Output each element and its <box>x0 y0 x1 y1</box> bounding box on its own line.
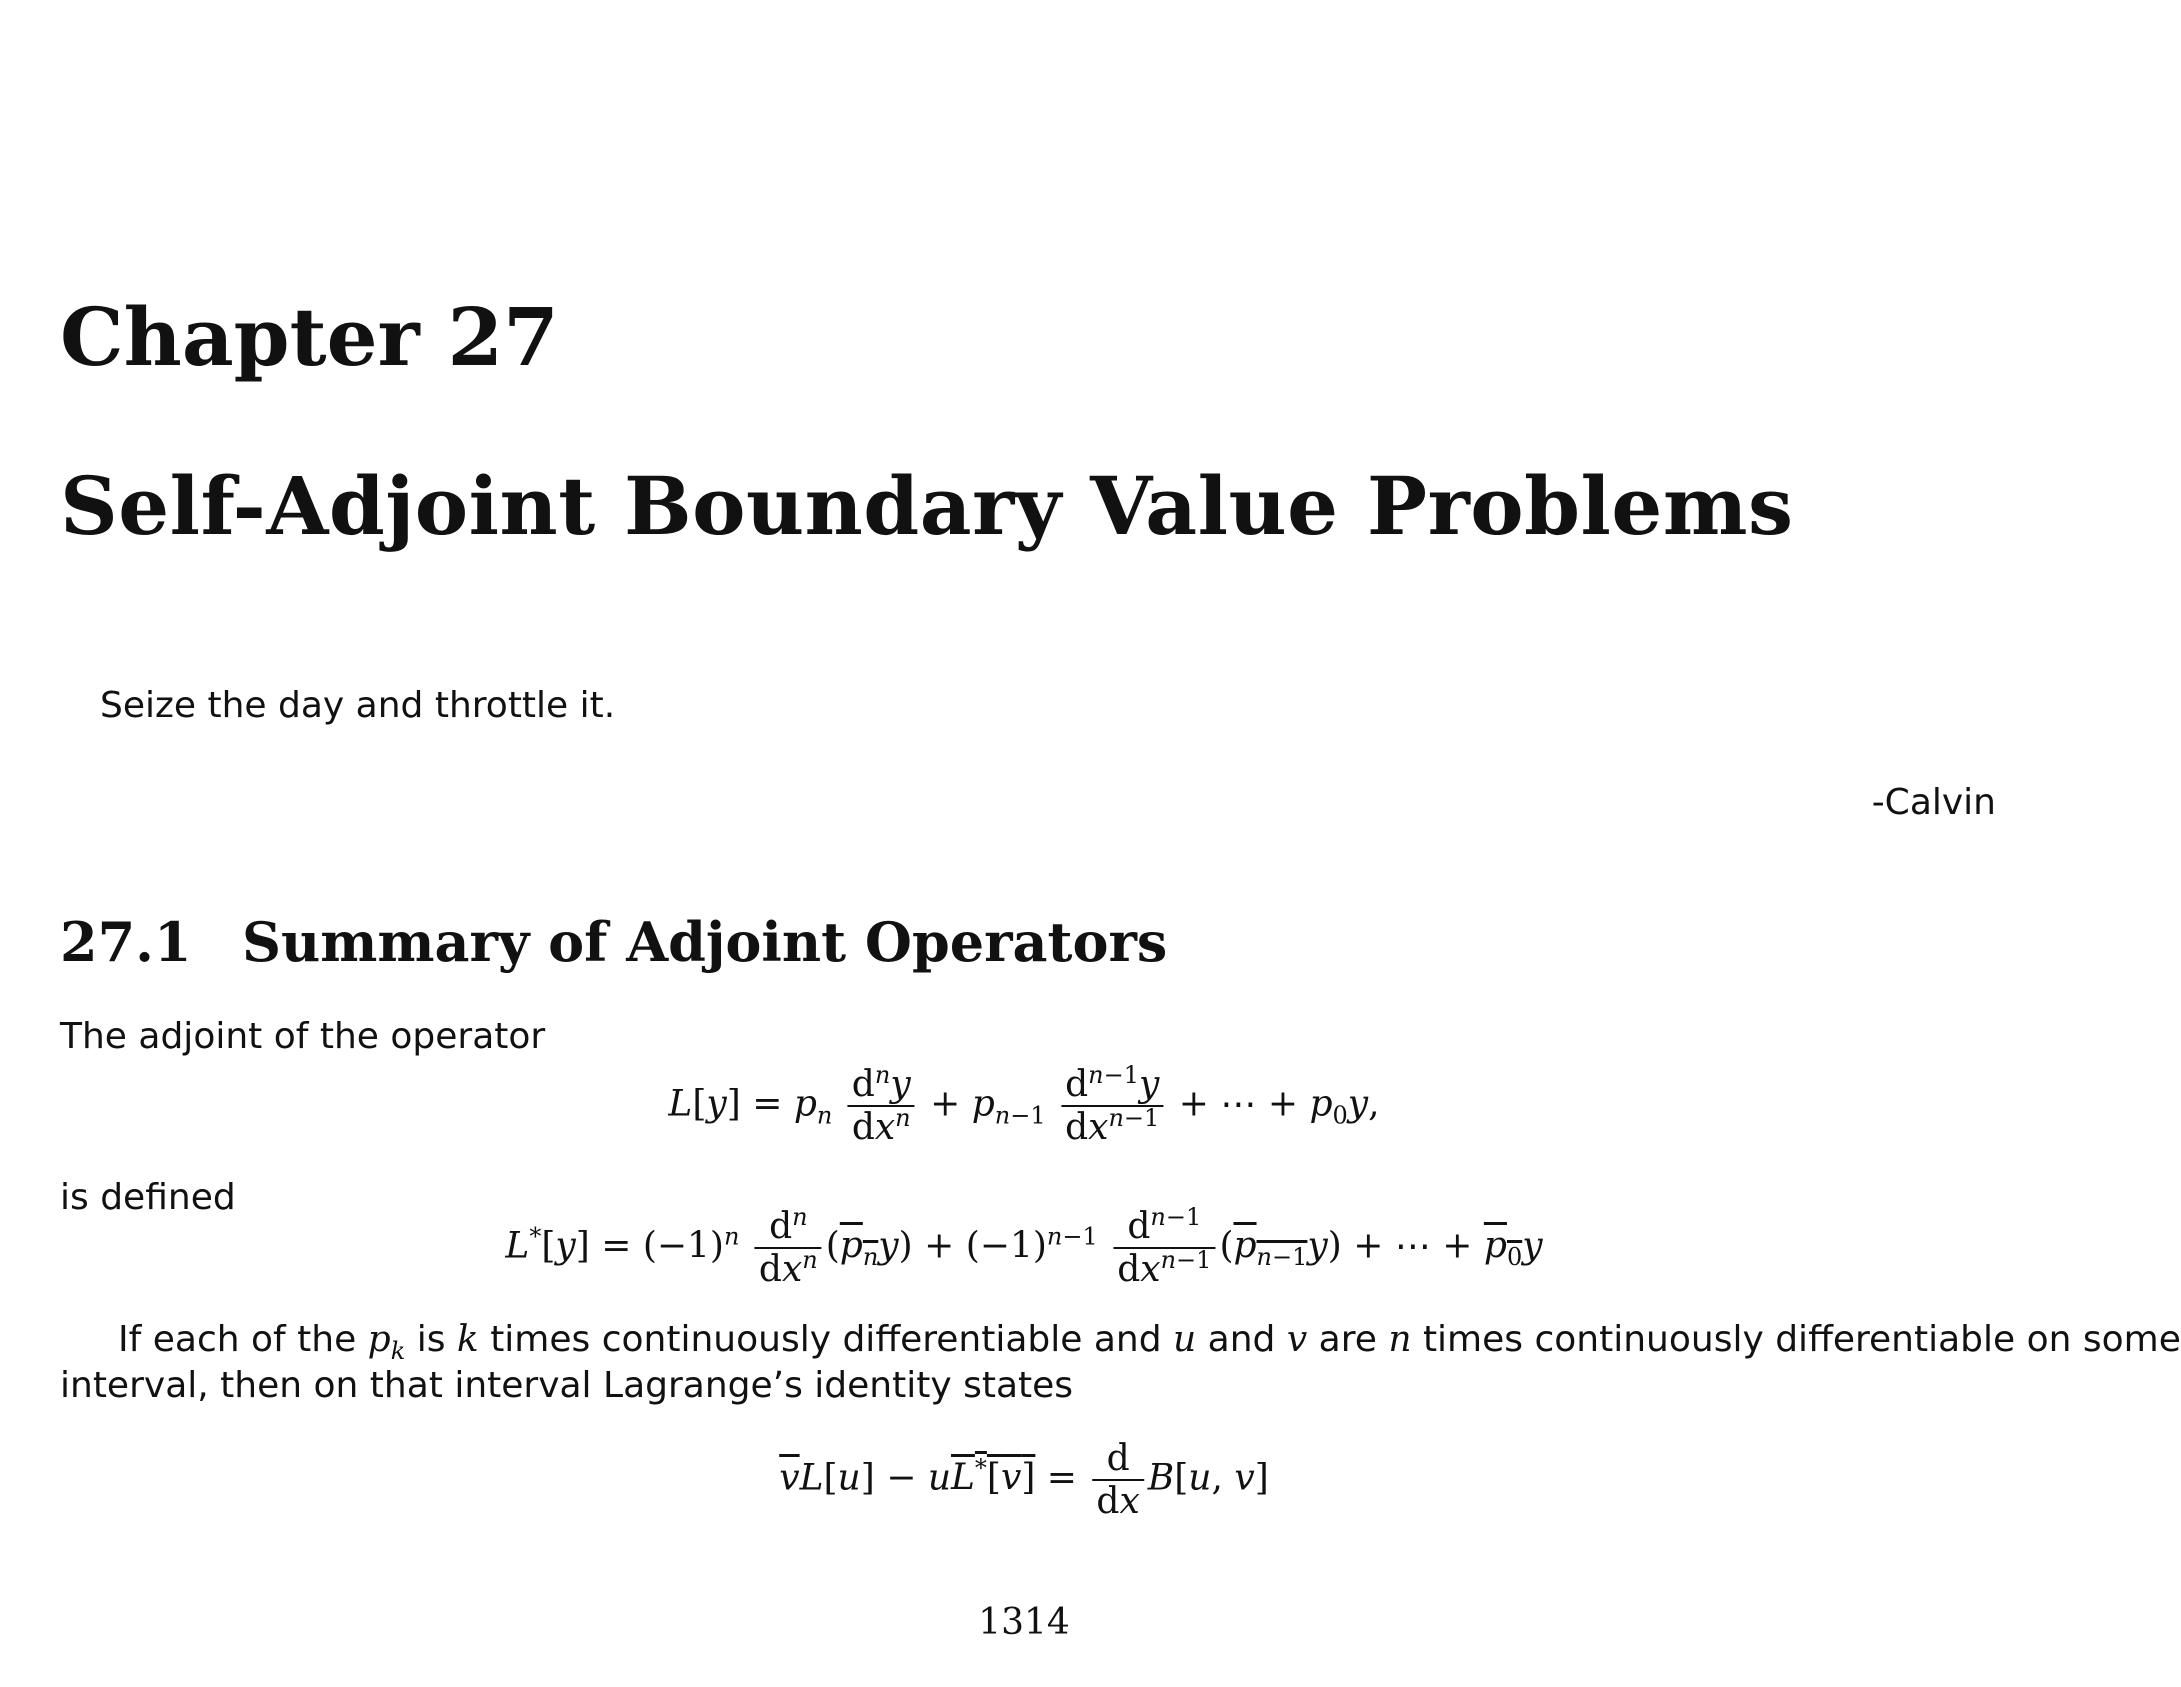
chapter-label: Chapter 27 <box>60 290 559 384</box>
epigraph-attribution: -Calvin <box>1871 782 1996 823</box>
paragraph-defined: is defined <box>60 1177 236 1218</box>
paragraph-lagrange-line2: interval, then on that interval Lagrange’s identity states <box>60 1365 1074 1406</box>
paragraph-intro: The adjoint of the operator <box>60 1016 546 1057</box>
paragraph-lagrange-line1: If each of the $p_k$ is k times continuously differentiable and u and v are n times continuously differentiable on some <box>118 1319 2181 1366</box>
chapter-title: Self-Adjoint Boundary Value Problems <box>60 459 1794 553</box>
page-number: 1314 <box>978 1602 1070 1643</box>
equation-adjoint: $L^*[y] = (-1)^n$ $\frac{d^n}{dx^n}$ $(p_ny) + (-1)^{n-1}$ $\frac{d^{n-1}}{dx^{n-1}}$ $(p_{n-1}y)$ + ⋯ + $p_0y$ <box>505 1203 1543 1291</box>
equation-lagrange-identity: $\overline{v}L[u] - uL^*[v]$ = $\frac{d}{dx}$ B[u, v] <box>779 1438 1269 1523</box>
section-title: Summary of Adjoint Operators <box>242 910 1168 974</box>
epigraph-quote: Seize the day and throttle it. <box>100 685 616 726</box>
section-heading <box>60 910 1168 974</box>
equation-operator: $L[y] = p_n$ $\frac{d^ny}{dx^n}$ + $p_{n-1}$ $\frac{d^{n-1}y}{dx^{n-1}}$ + ⋯ + $p_0y$, <box>668 1061 1380 1149</box>
section-number: 27.1 <box>60 910 192 974</box>
